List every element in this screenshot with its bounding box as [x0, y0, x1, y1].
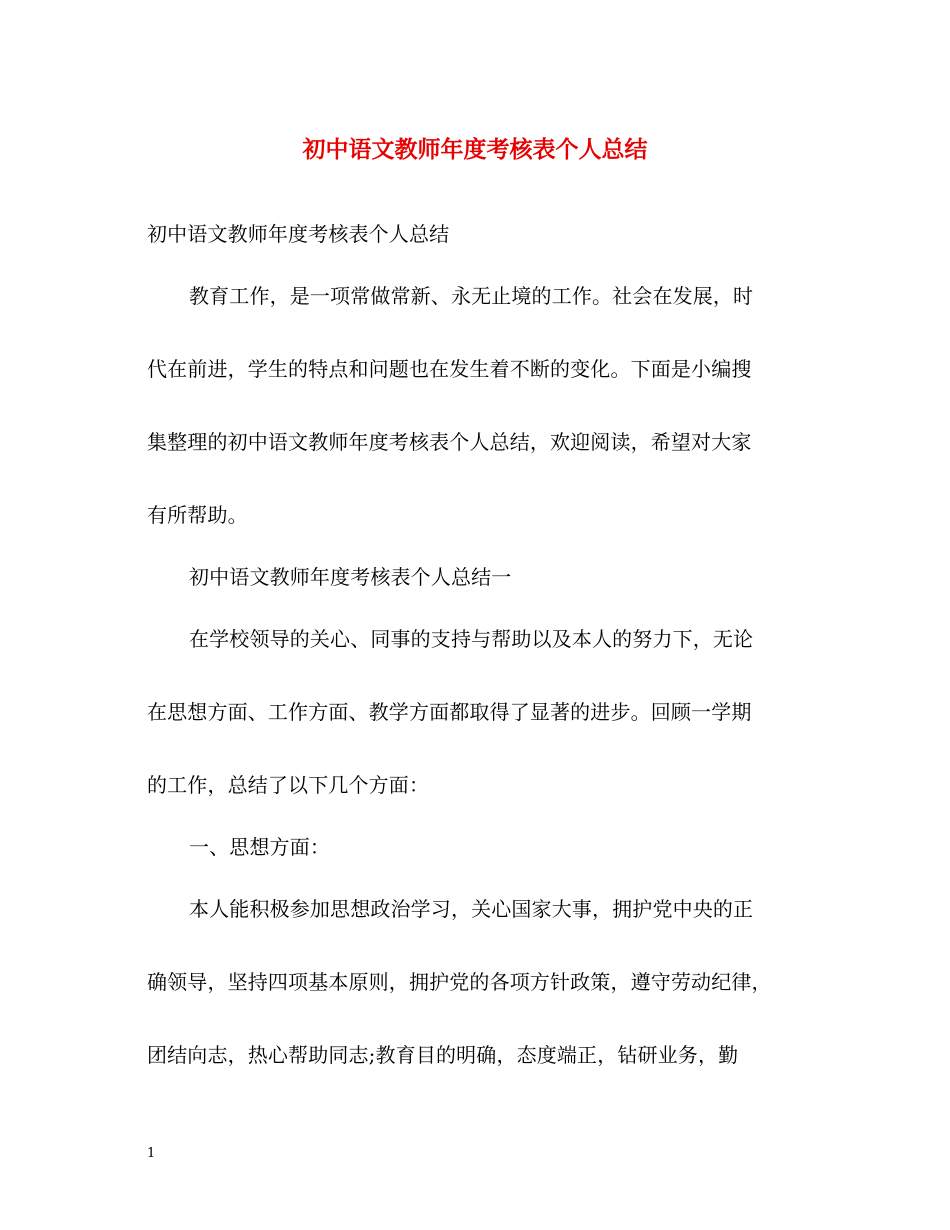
- paragraph-line: 在学校领导的关心、同事的支持与帮助以及本人的努力下，无论: [189, 627, 754, 651]
- paragraph-line: 团结向志，热心帮助同志;教育目的明确，态度端正，钻研业务，勤: [147, 1043, 739, 1067]
- paragraph-line: 在思想方面、工作方面、教学方面都取得了显著的进步。回顾一学期: [147, 700, 752, 724]
- section-heading: 一、思想方面：: [189, 835, 331, 859]
- page-number: 1: [147, 1146, 156, 1161]
- paragraph-line: 集整理的初中语文教师年度考核表个人总结，欢迎阅读，希望对大家: [147, 430, 752, 454]
- paragraph-line: 有所帮助。: [147, 503, 248, 527]
- page-title: 初中语文教师年度考核表个人总结: [302, 136, 648, 163]
- section-heading: 初中语文教师年度考核表个人总结一: [189, 565, 512, 589]
- paragraph-line: 教育工作，是一项常做常新、永无止境的工作。社会在发展，时: [189, 284, 754, 308]
- paragraph-line: 确领导，坚持四项基本原则，拥护党的各项方针政策，遵守劳动纪律，: [147, 970, 772, 994]
- paragraph-line: 的工作，总结了以下几个方面：: [147, 773, 430, 797]
- subtitle-line: 初中语文教师年度考核表个人总结: [147, 222, 450, 246]
- paragraph-line: 代在前进，学生的特点和问题也在发生着不断的变化。下面是小编搜: [147, 357, 752, 381]
- paragraph-line: 本人能积极参加思想政治学习，关心国家大事，拥护党中央的正: [189, 897, 754, 921]
